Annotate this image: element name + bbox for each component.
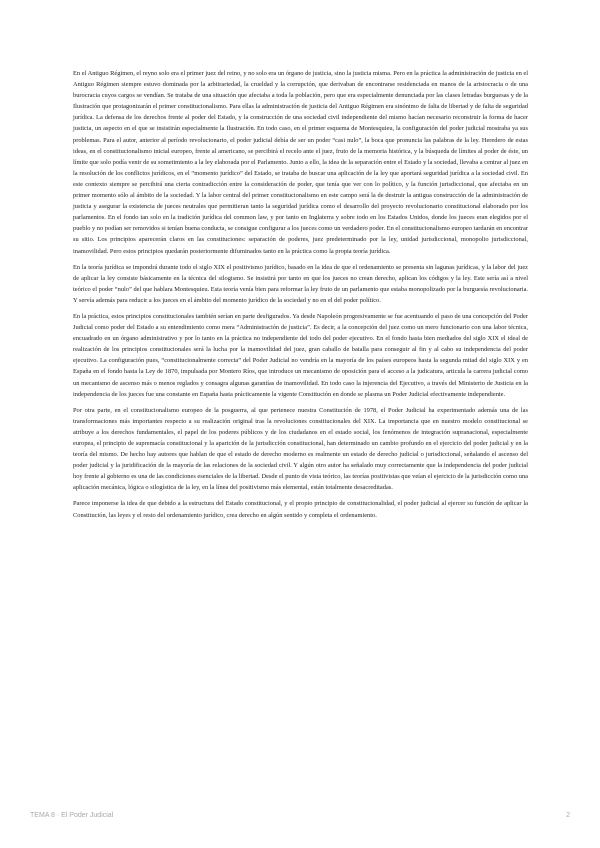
paragraph-posguerra: Por otra parte, en el constitucionalismo europeo de la posguerra, al que pertenece nuestra Constitución de 1978, el Poder Judicial ha experimentado además una de las transformaciones más importantes respecto a su realización original tras la revoluciones constitucionales del XIX. La importancia que en nuestro modelo constitucional se atribuye a los derechos fundamentales, el papel de los poderes públicos y de los ciudadanos en el estado social, los fenómenos de integración supranacional, especialmente europea, el principio de supremacía constitucional y la aparición de la jurisdicción constitucional, han determinado un cambio profundo en el ejercicio del poder judicial y en la teoría del mismo. De hecho hay autores que hablan de que el estado de derecho moderno es realmente un estado de derecho judicial o jurisdiccional, señalando el ascenso del poder judicial y la juridificación de la mayoría de las relaciones de la sociedad civil. Y algún otro autor ha señalado muy correctamente que la independencia del poder judicial hoy frente al gobierno es una de las condiciones esenciales de la libertad. Desde el punto de vista teórico, las teorías positivistas que veían el ejercicio de la jurisdicción como una aplicación mecánica, lógica o silogística de la ley, en la línea del positivismo más elemental, están totalmente desacreditadas.	[73, 406, 529, 492]
page-number: 2	[566, 812, 570, 819]
paragraph-antiguo-regimen: En el Antiguo Régimen, el reyno solo era el primer juez del reino, y no solo era un órgano de justicia, sino la justicia misma. Pero en la práctica la administración de justicia en el Antiguo Régimen siempre estuvo dominada por la arbitrariedad, la crueldad y la corrupción, que derivaban de encontrarse residenciada en manos de la aristocracia o de una burocracia cuyos cargos se vendían. Se trataba de una situación que afectaba a toda la población, pero que era especialmente denunciada por las clases letradas burguesas y de la Ilustración que protagonizarán el primer constitucionalismo. Para ellas la administración de justicia del Antiguo Régimen era sinónimo de falta de libertad y de falta de seguridad jurídica. La defensa de los derechos frente al poder del Estado, y la construcción de una sociedad civil independiente del mismo hacían necesario reconstruir la forma de hacer justicia, un aspecto en el que se insistirán especialmente la Ilustración. En todo caso, en el primer esquema de Montesquieu, la configuración del poder judicial mostraba ya sus problemas. Para el autor, anterior al período revolucionario, el poder judicial debía de ser un poder “casi nulo”, la boca que pronuncia las palabras de la ley. Heredero de estas ideas, en el constitucionalismo inicial europeo, frente al americano, se percibirá el recelo ante el juez, fruto de la memoria histórica, y la búsqueda de límites al poder de éste, un límite que solo podía venir de su sometimiento a la ley elaborada por el Parlamento. Junto a ello, la idea de la separación entre el Estado y la sociedad, llevaba a centrar al juez en la resolución de los conflictos jurídicos, en el “momento jurídico” del Estado, se trataba de buscar una aplicación de la ley que aportará seguridad jurídica a la sociedad civil. En este contexto siempre se percibirá una cierta contradicción entre la consideración de poder, que tenía que ver con lo político, y la función jurisdiccional, que afectaba en un primer momento sólo al ámbito de la sociedad. Y la labor central del primer constitucionalismo en este campo será la de destruir la antigua construcción de la administración de justicia y asegurar la existencia de jueces neutrales que permitieran tanto la seguridad jurídica como el desarrollo del proyecto revolucionario constitucional elaborado por los parlamentos. En el fondo tan solo en la tradición jurídica del common law, y por tanto en Inglaterra y sobre todo en los Estados Unidos, donde los jueces eran elegidos por el pueblo y no podían ser removidos si tenían buena conducta, se consigue configurar a los jueces como un verdadero poder. En el constitucionalismo europeo tardarán en encontrar su sitio. Los principios aparecerán claros en las constituciones: separación de poderes, juez predeterminado por la ley, unidad jurisdiccional, monopolio jurisdiccional, inamovilidad. Pero estos principios quedarán posteriormente difuminados tanto en la práctica como la propia teoría jurídica.	[73, 70, 528, 255]
paragraph-teoria-juridica: En la teoría jurídica se impondrá durante todo el siglo XIX el positivismo jurídico, basado en la idea de que el ordenamiento se presenta sin lagunas jurídicas, y la labor del juez de aplicar la ley consiste básicamente en la técnica del silogismo. Se insistirá por tanto en que los jueces no crean derecho, aplican los códigos y la ley. Este sería así a nivel teórico el poder “nulo” del que hablara Montesquieu. Esta teoría venía bien para reformar la ley fruto de un parlamento que estaba monopolizado por la burguesía revolucionaria. Y servía además para reducir a los jueces en el ámbito del momento jurídico de la sociedad y no en el del poder político.	[73, 263, 528, 304]
document-body	[73, 68, 528, 520]
paragraph-estado-constitucional: Parece imponerse la idea de que debido a la estructura del Estado constitucional, y el propio principio de constitucionalidad, el poder judicial al ejercer su función de aplicar la Constitución, las leyes y el resto del ordenamiento jurídico, crea derecho en algún sentido y completa el ordenamiento.	[73, 500, 528, 519]
footer-title: TEMA 8 · El Poder Judicial	[30, 812, 114, 819]
paragraph-practica: En la práctica, estos principios constitucionales también serían en parte desfigurados. Ya desde Napoleón progresivamente se fue acentuando el paso de una concepción del Poder Judicial como poder del Estado a su entendimiento como mera “Administración de justicia”. Es decir, a la concepción del juez como un mero funcionario con una labor técnica, encuadrado en un órgano administrativo y por lo tanto en la práctica no independiente del todo del poder ejecutivo. En el fondo hasta bien mediados del siglo XIX el ideal de realización de los principios constitucionales será la lucha por la inamovilidad del juez, gran caballo de batalla para conseguir al fin y al cabo su independencia del poder ejecutivo. La configuración pues, “constitucionalmente correcta” del Poder Judicial no vendría en la mayoría de los países europeos hasta la segunda mitad del siglo XIX y en España en el fondo hasta la Ley de 1870, impulsada por Montero Ríos, que introduce un mecanismo de oposición para el acceso a la judicatura, articula la carrera judicial como un mecanismo de ascenso más o menos reglados y consagra algunas garantías de inamovilidad. En todo caso la injerencia del Ejecutivo, a través del Ministerio de Justicia en la independencia de los jueces fue una constante en España hasta prácticamente la vigente Constitución en donde se plasma un Poder Judicial efectivamente independiente.	[73, 312, 528, 398]
